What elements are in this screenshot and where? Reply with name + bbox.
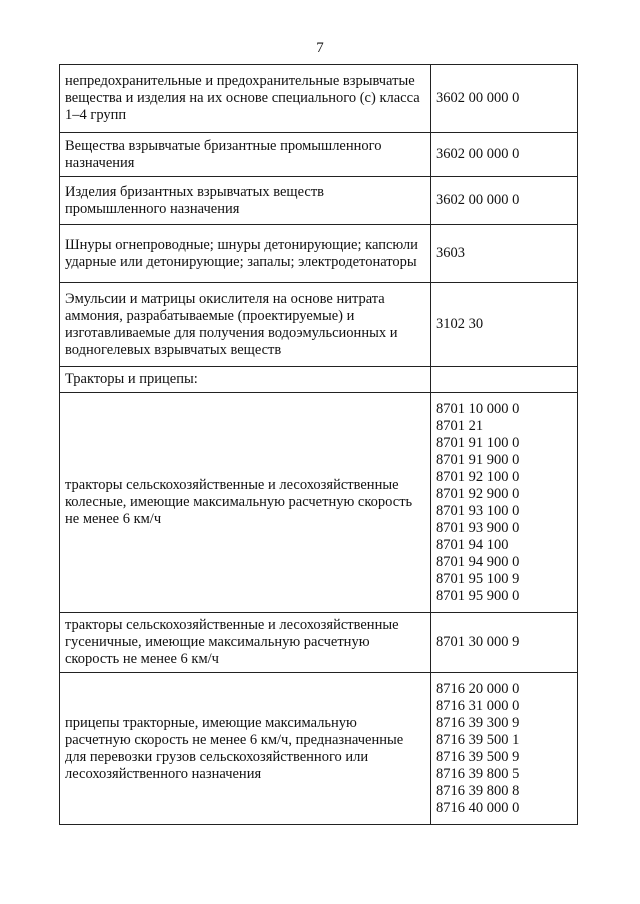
tn-ved-code: 3603 bbox=[436, 245, 465, 261]
tn-ved-code: 8701 95 100 9 bbox=[436, 570, 520, 587]
tn-ved-code: 3602 00 000 0 bbox=[436, 146, 520, 162]
tn-ved-code: 8701 93 100 0 bbox=[436, 502, 520, 519]
table-body bbox=[60, 65, 578, 825]
table-row bbox=[60, 393, 578, 613]
table-row bbox=[60, 673, 578, 825]
table-row bbox=[60, 177, 578, 225]
row-description: Вещества взрывчатые бризантные промышленного назначения bbox=[60, 133, 431, 177]
tn-ved-code: 8701 21 bbox=[436, 417, 484, 434]
row-codes bbox=[431, 367, 578, 393]
tn-ved-code: 3102 30 bbox=[436, 316, 484, 332]
tn-ved-code: 8701 10 000 0 bbox=[436, 400, 520, 417]
tn-ved-code: 8716 39 800 8 bbox=[436, 782, 520, 799]
tn-ved-code: 8701 92 100 0 bbox=[436, 468, 520, 485]
row-description: непредохранительные и предохранительные взрывчатые вещества и изделия на их основе специального (с) класса 1–4 групп bbox=[60, 65, 431, 133]
tn-ved-code: 8716 40 000 0 bbox=[436, 799, 520, 816]
row-codes bbox=[431, 177, 578, 225]
codes-table bbox=[59, 64, 578, 825]
tn-ved-code: 8716 39 800 5 bbox=[436, 765, 520, 782]
tn-ved-code: 8716 31 000 0 bbox=[436, 697, 520, 714]
row-description: Шнуры огнепроводные; шнуры детонирующие; капсюли ударные или детонирующие; запалы; электродетонаторы bbox=[60, 225, 431, 283]
tn-ved-code: 8701 94 100 bbox=[436, 536, 509, 553]
tn-ved-code: 8701 94 900 0 bbox=[436, 553, 520, 570]
table-row bbox=[60, 613, 578, 673]
table-row bbox=[60, 367, 578, 393]
tn-ved-code: 8701 91 100 0 bbox=[436, 434, 520, 451]
table-row bbox=[60, 225, 578, 283]
row-description: тракторы сельскохозяйственные и лесохозяйственные колесные, имеющие максимальную расчетную скорость не менее 6 км/ч bbox=[60, 393, 431, 613]
row-codes bbox=[431, 133, 578, 177]
tn-ved-code: 8716 20 000 0 bbox=[436, 680, 520, 697]
tn-ved-code: 3602 00 000 0 bbox=[436, 192, 520, 208]
row-codes bbox=[431, 65, 578, 133]
tn-ved-code: 8701 92 900 0 bbox=[436, 485, 520, 502]
row-codes bbox=[431, 283, 578, 367]
tn-ved-code: 8716 39 500 1 bbox=[436, 731, 520, 748]
tn-ved-code: 8701 95 900 0 bbox=[436, 587, 520, 604]
row-description: тракторы сельскохозяйственные и лесохозяйственные гусеничные, имеющие максимальную расчетную скорость не менее 6 км/ч bbox=[60, 613, 431, 673]
tn-ved-code: 8701 91 900 0 bbox=[436, 451, 520, 468]
row-description: прицепы тракторные, имеющие максимальную расчетную скорость не менее 6 км/ч, предназначенные для перевозки грузов сельскохозяйственного или лесохозяйственного назначения bbox=[60, 673, 431, 825]
table-row bbox=[60, 283, 578, 367]
row-codes bbox=[431, 393, 578, 613]
row-codes bbox=[431, 225, 578, 283]
table-row bbox=[60, 133, 578, 177]
tn-ved-code: 8716 39 500 9 bbox=[436, 748, 520, 765]
row-description: Изделия бризантных взрывчатых веществ промышленного назначения bbox=[60, 177, 431, 225]
tn-ved-code: 8716 39 300 9 bbox=[436, 714, 520, 731]
row-description: Тракторы и прицепы: bbox=[60, 367, 431, 393]
table-row bbox=[60, 65, 578, 133]
row-description: Эмульсии и матрицы окислителя на основе нитрата аммония, разрабатываемые (проектируемые) и изготавливаемые для получения водоэмульсионных и водногелевых взрывчатых веществ bbox=[60, 283, 431, 367]
tn-ved-code: 8701 93 900 0 bbox=[436, 519, 520, 536]
tn-ved-code: 8701 30 000 9 bbox=[436, 634, 520, 650]
tn-ved-code: 3602 00 000 0 bbox=[436, 90, 520, 106]
page-number: 7 bbox=[316, 40, 324, 56]
row-codes bbox=[431, 673, 578, 825]
row-codes bbox=[431, 613, 578, 673]
